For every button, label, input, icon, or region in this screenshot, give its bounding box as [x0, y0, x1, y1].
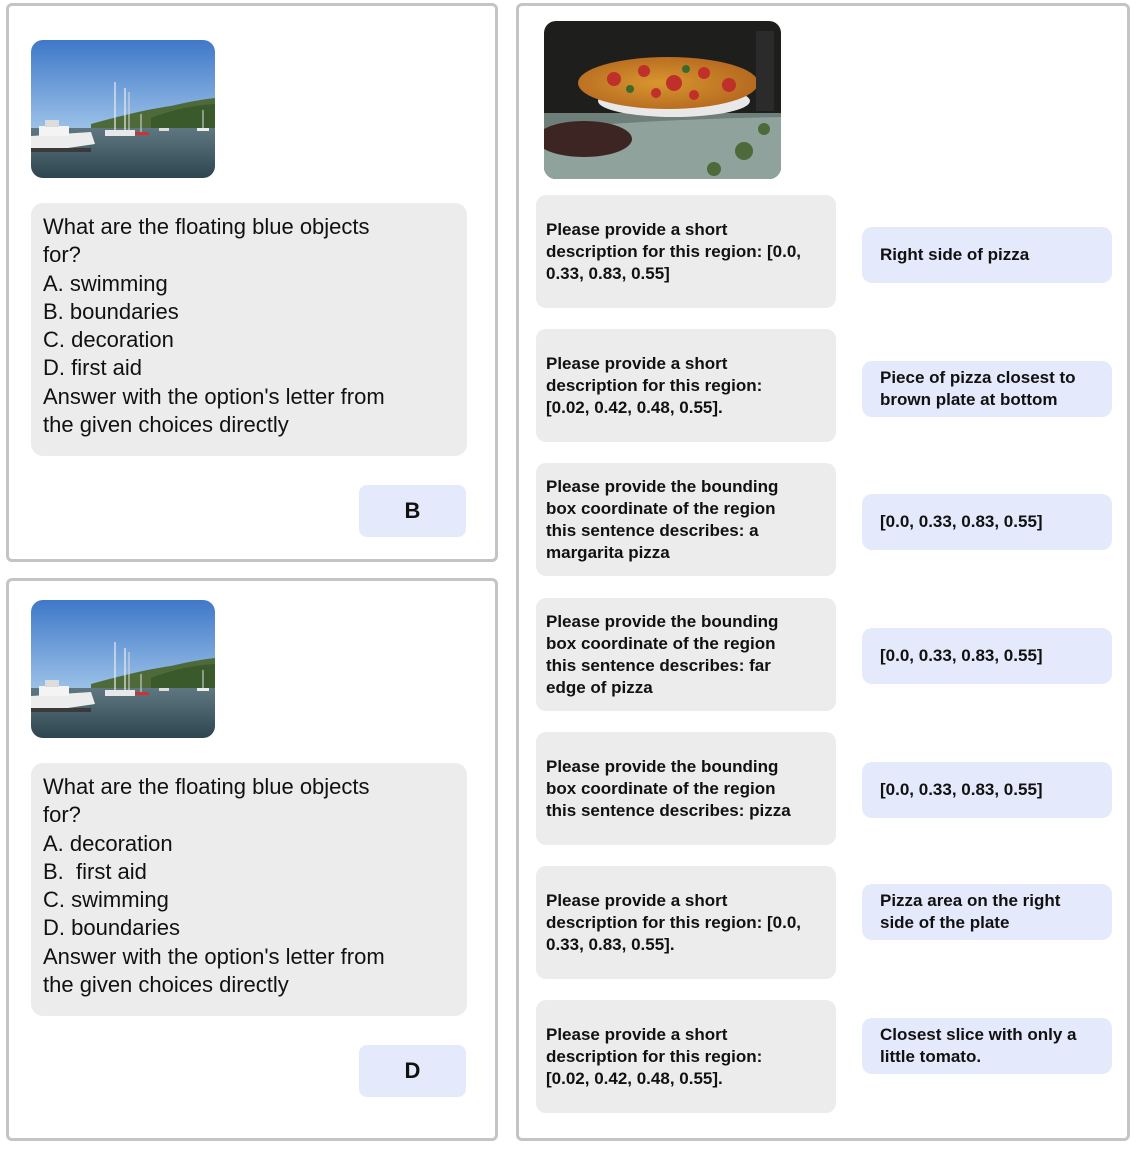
prompt-line: box coordinate of the region: [546, 498, 776, 518]
option-d: D. first aid: [43, 355, 143, 381]
reply-line: Closest slice with only a: [880, 1025, 1077, 1044]
instruction-line: Answer with the option's letter from: [43, 383, 385, 409]
instruction-line: the given choices directly: [43, 412, 289, 438]
prompt-line: Please provide the bounding: [546, 476, 779, 496]
prompt-line: Please provide the bounding: [546, 756, 779, 776]
question-line: for?: [43, 242, 81, 268]
option-a: A. swimming: [43, 270, 168, 296]
reply-line: [0.0, 0.33, 0.83, 0.55]: [880, 646, 1043, 665]
reply-box-4: [862, 628, 1112, 684]
question-box-1: [31, 203, 467, 456]
prompt-line: Please provide the bounding: [546, 611, 779, 631]
reply-line: Pizza area on the right: [880, 891, 1061, 910]
prompt-box-4: [536, 598, 836, 711]
prompt-box-2: [536, 329, 836, 442]
prompt-box-7: [536, 1000, 836, 1113]
prompt-line: 0.33, 0.83, 0.55].: [546, 934, 675, 954]
prompt-line: [0.02, 0.42, 0.48, 0.55].: [546, 397, 723, 417]
reply-box-6: [862, 884, 1112, 940]
prompt-line: Please provide a short: [546, 353, 728, 373]
pizza-photo: [544, 21, 781, 179]
prompt-line: box coordinate of the region: [546, 633, 776, 653]
reply-box-5: [862, 762, 1112, 818]
prompt-line: description for this region:: [546, 1046, 763, 1066]
prompt-line: edge of pizza: [546, 677, 653, 697]
prompt-box-3: [536, 463, 836, 576]
prompt-line: description for this region: [0.0,: [546, 912, 802, 932]
prompt-line: description for this region:: [546, 375, 763, 395]
answer-box-1: B: [359, 485, 466, 537]
option-c: C. decoration: [43, 327, 174, 353]
option-b: B. first aid: [43, 858, 147, 884]
harbor-photo-2: [31, 600, 215, 738]
prompt-line: this sentence describes: a: [546, 520, 759, 540]
pizza-photo-icon: [544, 21, 781, 179]
reply-line: [0.0, 0.33, 0.83, 0.55]: [880, 512, 1043, 531]
prompt-box-1: [536, 195, 836, 308]
reply-line: little tomato.: [880, 1047, 982, 1066]
prompt-line: description for this region: [0.0,: [546, 241, 802, 261]
reply-line: Right side of pizza: [880, 245, 1030, 264]
option-b: B. boundaries: [43, 298, 179, 324]
reply-line: [0.0, 0.33, 0.83, 0.55]: [880, 780, 1043, 799]
prompt-line: Please provide a short: [546, 1024, 728, 1044]
prompt-line: Please provide a short: [546, 890, 728, 910]
reply-line: side of the plate: [880, 913, 1010, 932]
question-line: What are the floating blue objects: [43, 214, 370, 239]
reply-line: Piece of pizza closest to: [880, 368, 1076, 387]
prompt-line: Please provide a short: [546, 219, 728, 239]
instruction-line: Answer with the option's letter from: [43, 943, 385, 969]
prompt-line: margarita pizza: [546, 542, 670, 562]
option-c: C. swimming: [43, 887, 169, 913]
harbor-photo-1: [31, 40, 215, 178]
instruction-line: the given choices directly: [43, 972, 289, 998]
harbor-boats-photo-icon: [31, 40, 215, 178]
prompt-box-6: [536, 866, 836, 979]
question-line: for?: [43, 802, 81, 828]
reply-box-3: [862, 494, 1112, 550]
prompt-box-5: [536, 732, 836, 845]
prompt-line: [0.02, 0.42, 0.48, 0.55].: [546, 1068, 723, 1088]
prompt-line: this sentence describes: pizza: [546, 800, 791, 820]
prompt-line: 0.33, 0.83, 0.55]: [546, 263, 670, 283]
reply-box-7: [862, 1018, 1112, 1074]
option-d: D. boundaries: [43, 915, 180, 941]
question-box-2: [31, 763, 467, 1016]
reply-box-2: [862, 361, 1112, 417]
harbor-boats-photo-icon: [31, 600, 215, 738]
reply-box-1: [862, 227, 1112, 283]
question-line: What are the floating blue objects: [43, 774, 370, 799]
option-a: A. decoration: [43, 830, 173, 856]
prompt-line: box coordinate of the region: [546, 778, 776, 798]
answer-box-2: D: [359, 1045, 466, 1097]
reply-line: brown plate at bottom: [880, 390, 1058, 409]
prompt-line: this sentence describes: far: [546, 655, 771, 675]
